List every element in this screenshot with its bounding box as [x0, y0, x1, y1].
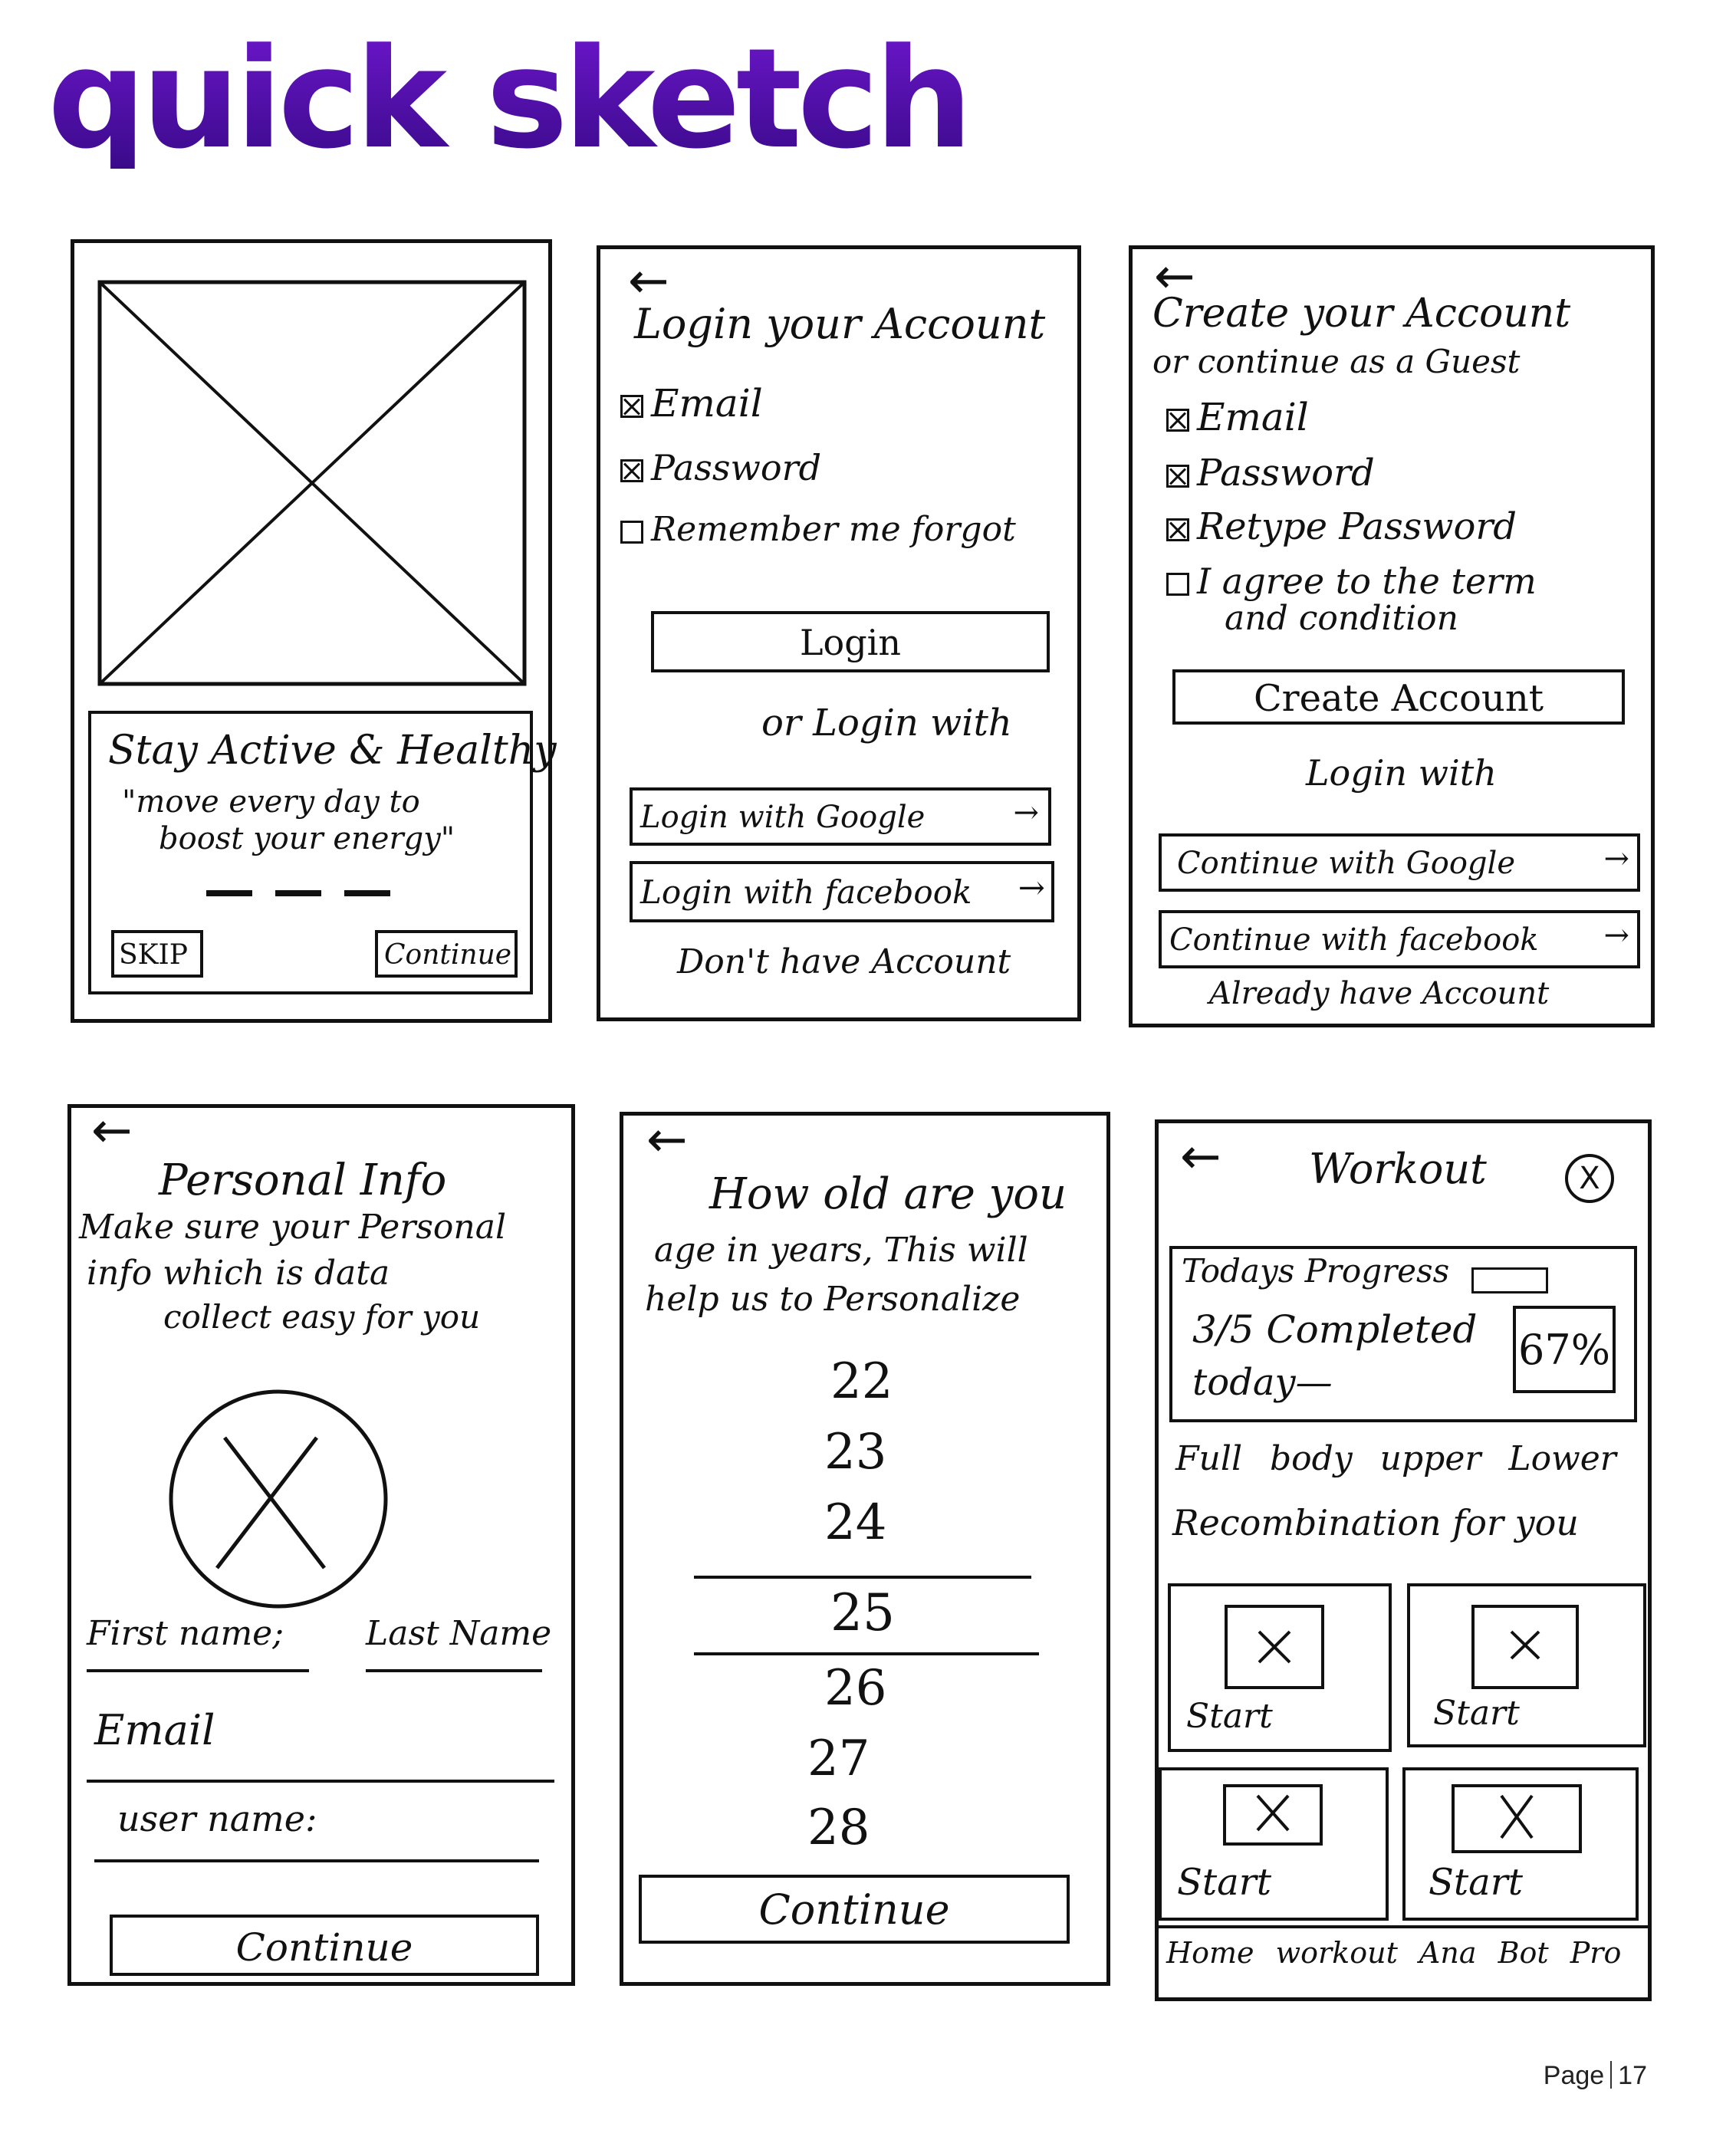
user-name-underline — [94, 1859, 539, 1862]
retype-label: Retype Password — [1197, 505, 1517, 548]
or-login-with-label: or Login with — [761, 702, 1012, 745]
onboarding-quote-line2: boost your energy" — [159, 821, 455, 856]
first-name-underline — [87, 1669, 309, 1672]
create-account-screen — [1129, 245, 1655, 1027]
age-option[interactable]: 22 — [830, 1353, 893, 1410]
progress-today: today— — [1192, 1361, 1333, 1404]
back-arrow-icon[interactable]: ← — [1180, 1129, 1221, 1185]
back-arrow-icon[interactable]: ← — [628, 253, 669, 310]
remember-label: Remember me forgot — [651, 510, 1016, 549]
create-account-button[interactable]: Create Account — [1172, 669, 1625, 725]
login-heading: Login your Account — [634, 300, 1046, 348]
arrow-right-icon: → — [1018, 869, 1045, 906]
login-screen — [597, 245, 1081, 1021]
password-checkbox-row[interactable] — [1166, 452, 1375, 495]
progress-percent: 67% — [1513, 1306, 1616, 1393]
page-footer — [1544, 2061, 1647, 2091]
email-checkbox-row[interactable] — [620, 381, 763, 426]
email-underline — [87, 1780, 554, 1783]
age-option[interactable]: 23 — [824, 1424, 887, 1481]
continue-google-button[interactable] — [1159, 833, 1640, 892]
already-account-link[interactable]: Already have Account — [1209, 976, 1550, 1011]
start-button[interactable]: Start — [1186, 1697, 1273, 1736]
age-option[interactable]: 27 — [807, 1731, 870, 1787]
age-heading: How old are you — [709, 1169, 1067, 1219]
agree-label-line2: and condition — [1225, 599, 1459, 638]
personal-desc-line1: Make sure your Personal — [79, 1208, 507, 1247]
age-desc-line1: age in years, This will — [654, 1231, 1028, 1270]
personal-desc-line2: info which is data — [87, 1254, 390, 1293]
close-icon[interactable] — [1565, 1154, 1614, 1203]
age-option[interactable]: 28 — [807, 1800, 870, 1856]
remember-checkbox-icon[interactable] — [620, 521, 643, 544]
image-placeholder-icon — [1225, 1605, 1324, 1689]
avatar-placeholder-icon[interactable] — [163, 1384, 393, 1614]
image-placeholder-icon — [1471, 1605, 1579, 1689]
bottom-nav-divider — [1159, 1925, 1649, 1928]
start-button[interactable]: Start — [1177, 1861, 1272, 1904]
agree-label-line1: I agree to the term — [1197, 560, 1537, 602]
back-arrow-icon[interactable]: ← — [1154, 248, 1195, 305]
age-desc-line2: help us to Personalize — [645, 1280, 1021, 1319]
close-label: X — [1579, 1161, 1600, 1196]
arrow-right-icon: → — [1013, 795, 1039, 830]
continue-button[interactable]: Continue — [110, 1915, 539, 1976]
onboarding-quote-line1: "move every day to — [122, 784, 420, 820]
image-placeholder-icon — [1223, 1784, 1323, 1846]
age-option[interactable]: 26 — [824, 1660, 887, 1717]
continue-facebook-button[interactable] — [1159, 910, 1640, 968]
user-name-field[interactable]: user name: — [117, 1798, 317, 1839]
age-picker-screen — [620, 1112, 1110, 1986]
password-checkbox-row[interactable] — [620, 447, 821, 488]
personal-desc-line3: collect easy for you — [163, 1298, 481, 1336]
email-checkbox-icon[interactable] — [1166, 409, 1189, 432]
login-button[interactable]: Login — [651, 611, 1050, 672]
workout-card[interactable] — [1402, 1767, 1639, 1921]
bottom-nav[interactable]: Home workout Ana Bot Pro — [1166, 1936, 1622, 1970]
retype-checkbox-icon[interactable] — [1166, 518, 1189, 541]
create-heading-line2: or continue as a Guest — [1152, 343, 1521, 380]
personal-info-screen — [67, 1104, 575, 1986]
login-google-button[interactable] — [630, 787, 1051, 846]
password-label: Password — [651, 447, 822, 488]
image-placeholder-icon — [97, 280, 527, 686]
continue-button[interactable]: Continue — [375, 930, 518, 978]
login-google-label: Login with Google — [640, 800, 926, 835]
recommend-heading: Recombination for you — [1172, 1502, 1579, 1543]
login-facebook-label: Login with facebook — [640, 873, 972, 911]
login-with-label: Login with — [1306, 752, 1497, 794]
age-option-selected[interactable]: 25 — [830, 1583, 895, 1642]
page-divider — [1610, 2061, 1612, 2089]
progress-subtitle: 3/5 Completed — [1192, 1307, 1478, 1352]
create-heading-line1: Create your Account — [1152, 291, 1571, 337]
workout-screen — [1155, 1119, 1652, 2001]
workout-card[interactable] — [1168, 1583, 1392, 1752]
password-label: Password — [1197, 452, 1375, 495]
last-name-underline — [366, 1669, 542, 1672]
progress-title: Todays Progress — [1182, 1252, 1450, 1290]
email-checkbox-row[interactable] — [1166, 395, 1309, 439]
onboarding-headline: Stay Active & Healthy — [108, 728, 557, 774]
selection-line-top — [694, 1576, 1031, 1579]
onboarding-screen — [71, 239, 557, 1023]
start-button[interactable]: Start — [1433, 1694, 1520, 1733]
workout-heading: Workout — [1309, 1145, 1487, 1193]
first-name-field[interactable]: First name; — [87, 1614, 284, 1653]
skip-button[interactable]: SKIP — [111, 930, 203, 978]
start-button[interactable]: Start — [1429, 1861, 1524, 1904]
workout-card[interactable] — [1407, 1583, 1646, 1747]
agree-checkbox-row[interactable] — [1166, 560, 1537, 602]
login-facebook-button[interactable] — [630, 861, 1054, 922]
arrow-right-icon: → — [1603, 918, 1629, 953]
arrow-right-icon: → — [1603, 841, 1629, 876]
email-field[interactable]: Email — [94, 1706, 215, 1754]
password-checkbox-icon[interactable] — [620, 459, 643, 482]
progress-card — [1169, 1246, 1637, 1422]
image-placeholder-icon — [1452, 1784, 1582, 1853]
workout-card[interactable] — [1159, 1767, 1389, 1921]
back-arrow-icon[interactable]: ← — [91, 1103, 133, 1159]
continue-facebook-label: Continue with facebook — [1169, 922, 1539, 958]
calendar-icon — [1471, 1267, 1548, 1293]
age-option[interactable]: 24 — [824, 1494, 887, 1551]
page-label: Page — [1543, 2061, 1605, 2090]
retype-checkbox-row[interactable] — [1166, 505, 1517, 548]
email-label: Email — [651, 381, 763, 426]
personal-heading: Personal Info — [159, 1155, 447, 1205]
email-label: Email — [1197, 395, 1309, 439]
back-arrow-icon[interactable]: ← — [646, 1112, 688, 1169]
page-number: 17 — [1618, 2061, 1647, 2090]
remember-row[interactable] — [620, 510, 1016, 549]
carousel-dots — [206, 890, 390, 896]
email-checkbox-icon[interactable] — [620, 395, 643, 418]
onboarding-card — [88, 711, 557, 994]
continue-google-label: Continue with Google — [1177, 846, 1515, 881]
continue-button[interactable]: Continue — [639, 1875, 1070, 1944]
no-account-link[interactable]: Don't have Account — [677, 942, 1011, 981]
selection-line-bottom — [694, 1652, 1039, 1655]
password-checkbox-icon[interactable] — [1166, 465, 1189, 488]
last-name-field[interactable]: Last Name — [366, 1614, 552, 1653]
page-title: quick sketch — [48, 19, 968, 179]
agree-checkbox-icon[interactable] — [1166, 573, 1189, 596]
workout-filter-tabs[interactable]: Full body upper Lower — [1175, 1439, 1616, 1478]
